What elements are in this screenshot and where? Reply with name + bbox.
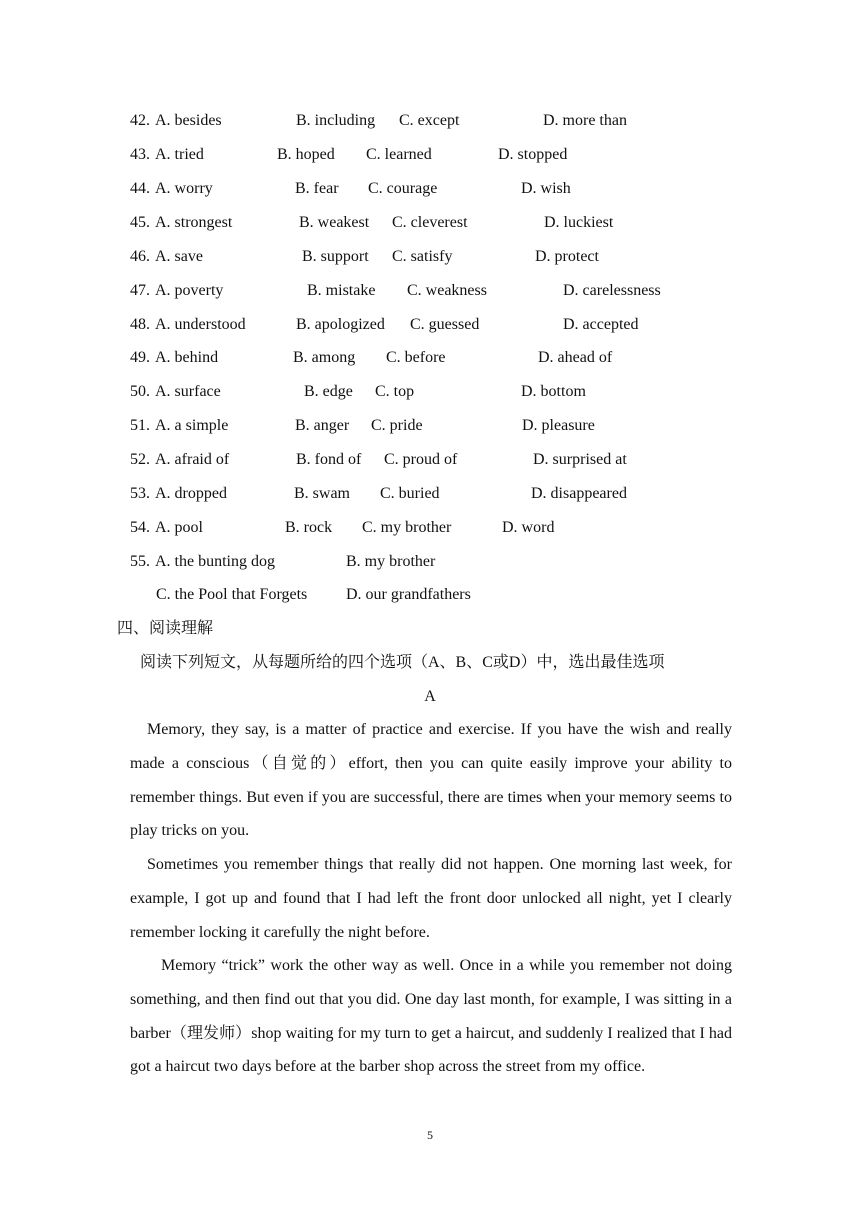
option-a: A. afraid of <box>155 451 230 468</box>
option-d: D. our grandfathers <box>346 586 471 603</box>
option-c: C. courage <box>368 180 438 197</box>
option-c: C. before <box>386 349 446 366</box>
option-a: A. a simple <box>155 417 229 434</box>
option-a: A. tried <box>155 146 204 163</box>
option-c: C. my brother <box>362 519 452 536</box>
question-53 <box>130 483 750 505</box>
question-45 <box>130 212 750 234</box>
question-number: 50. <box>130 383 150 400</box>
question-number: 47. <box>130 282 150 299</box>
option-c: C. weakness <box>407 282 487 299</box>
question-51 <box>130 415 750 437</box>
question-46 <box>130 246 750 268</box>
option-b: B. weakest <box>299 214 370 231</box>
question-44 <box>130 178 750 200</box>
paragraph-1: Memory, they say, is a matter of practice and exercise. If you have the wish and really made a conscious（自觉的）effort, then you can quite easily improve your ability to remember things. But even if you are successful, there are times when your memory seems to play tricks on you. <box>130 721 732 840</box>
section-heading: 四、阅读理解 <box>117 620 214 637</box>
option-b: B. support <box>302 248 369 265</box>
question-49 <box>130 347 750 369</box>
question-55-continued <box>130 584 750 606</box>
paragraph-3: Memory “trick” work the other way as well. Once in a while you remember not doing something, and then find out that you did. One day last month, for example, I was sitting in a barber（理发师）shop waiting for my turn to get a haircut, and suddenly I realized that I had got a haircut two days before at the barber shop across the street from my office. <box>130 957 732 1076</box>
option-d: D. luckiest <box>544 214 614 231</box>
option-d: D. protect <box>535 248 599 265</box>
option-d: D. carelessness <box>563 282 661 299</box>
option-d: D. disappeared <box>531 485 627 502</box>
option-b: B. anger <box>295 417 350 434</box>
option-b: B. fear <box>295 180 339 197</box>
option-c: C. satisfy <box>392 248 453 265</box>
option-d: D. more than <box>543 112 627 129</box>
option-c: C. proud of <box>384 451 458 468</box>
option-d: D. ahead of <box>538 349 613 366</box>
option-d: D. bottom <box>521 383 586 400</box>
option-d: D. accepted <box>563 316 639 333</box>
question-number: 43. <box>130 146 150 163</box>
question-55 <box>130 551 750 573</box>
question-number: 55. <box>130 553 150 570</box>
option-a: A. understood <box>155 316 246 333</box>
option-a: A. dropped <box>155 485 227 502</box>
option-b: B. including <box>296 112 376 129</box>
question-number: 49. <box>130 349 150 366</box>
option-b: B. swam <box>294 485 350 502</box>
option-a: A. save <box>155 248 203 265</box>
option-b: B. fond of <box>296 451 362 468</box>
option-c: C. pride <box>371 417 423 434</box>
page-number: 5 <box>427 1128 433 1142</box>
question-number: 51. <box>130 417 150 434</box>
option-a: A. poverty <box>155 282 224 299</box>
option-a: A. behind <box>155 349 219 366</box>
option-c: C. the Pool that Forgets <box>156 586 308 603</box>
paragraph-2: Sometimes you remember things that really did not happen. One morning last week, for example, I got up and found that I had left the front door unlocked all night, yet I clearly remember locking it carefully the night before. <box>130 856 732 941</box>
instructions: 阅读下列短文，从每题所给的四个选项（A、B、C或D）中，选出最佳选项 <box>140 654 665 671</box>
question-54 <box>130 517 750 539</box>
option-c: C. guessed <box>410 316 480 333</box>
question-number: 42. <box>130 112 150 129</box>
option-d: D. surprised at <box>533 451 627 468</box>
option-d: D. stopped <box>498 146 568 163</box>
option-a: A. strongest <box>155 214 233 231</box>
question-number: 53. <box>130 485 150 502</box>
option-c: C. cleverest <box>392 214 468 231</box>
question-47 <box>130 280 750 302</box>
option-a: A. the bunting dog <box>155 553 275 570</box>
option-b: B. my brother <box>346 553 436 570</box>
question-number: 54. <box>130 519 150 536</box>
question-number: 46. <box>130 248 150 265</box>
question-number: 52. <box>130 451 150 468</box>
question-48 <box>130 314 750 336</box>
option-d: D. wish <box>521 180 571 197</box>
question-42 <box>130 110 750 132</box>
option-a: A. besides <box>155 112 222 129</box>
option-b: B. rock <box>285 519 333 536</box>
question-number: 45. <box>130 214 150 231</box>
option-c: C. learned <box>366 146 432 163</box>
option-b: B. mistake <box>307 282 376 299</box>
option-b: B. hoped <box>277 146 335 163</box>
question-52 <box>130 449 750 471</box>
question-number: 44. <box>130 180 150 197</box>
option-b: B. among <box>293 349 356 366</box>
option-c: C. buried <box>380 485 440 502</box>
option-a: A. surface <box>155 383 221 400</box>
passage-label: A <box>424 688 436 705</box>
option-b: B. apologized <box>296 316 385 333</box>
option-a: A. worry <box>155 180 213 197</box>
option-a: A. pool <box>155 519 203 536</box>
question-43 <box>130 144 750 166</box>
question-50 <box>130 381 750 403</box>
option-c: C. except <box>399 112 460 129</box>
option-d: D. word <box>502 519 555 536</box>
option-d: D. pleasure <box>522 417 595 434</box>
option-c: C. top <box>375 383 415 400</box>
option-b: B. edge <box>304 383 353 400</box>
question-number: 48. <box>130 316 150 333</box>
